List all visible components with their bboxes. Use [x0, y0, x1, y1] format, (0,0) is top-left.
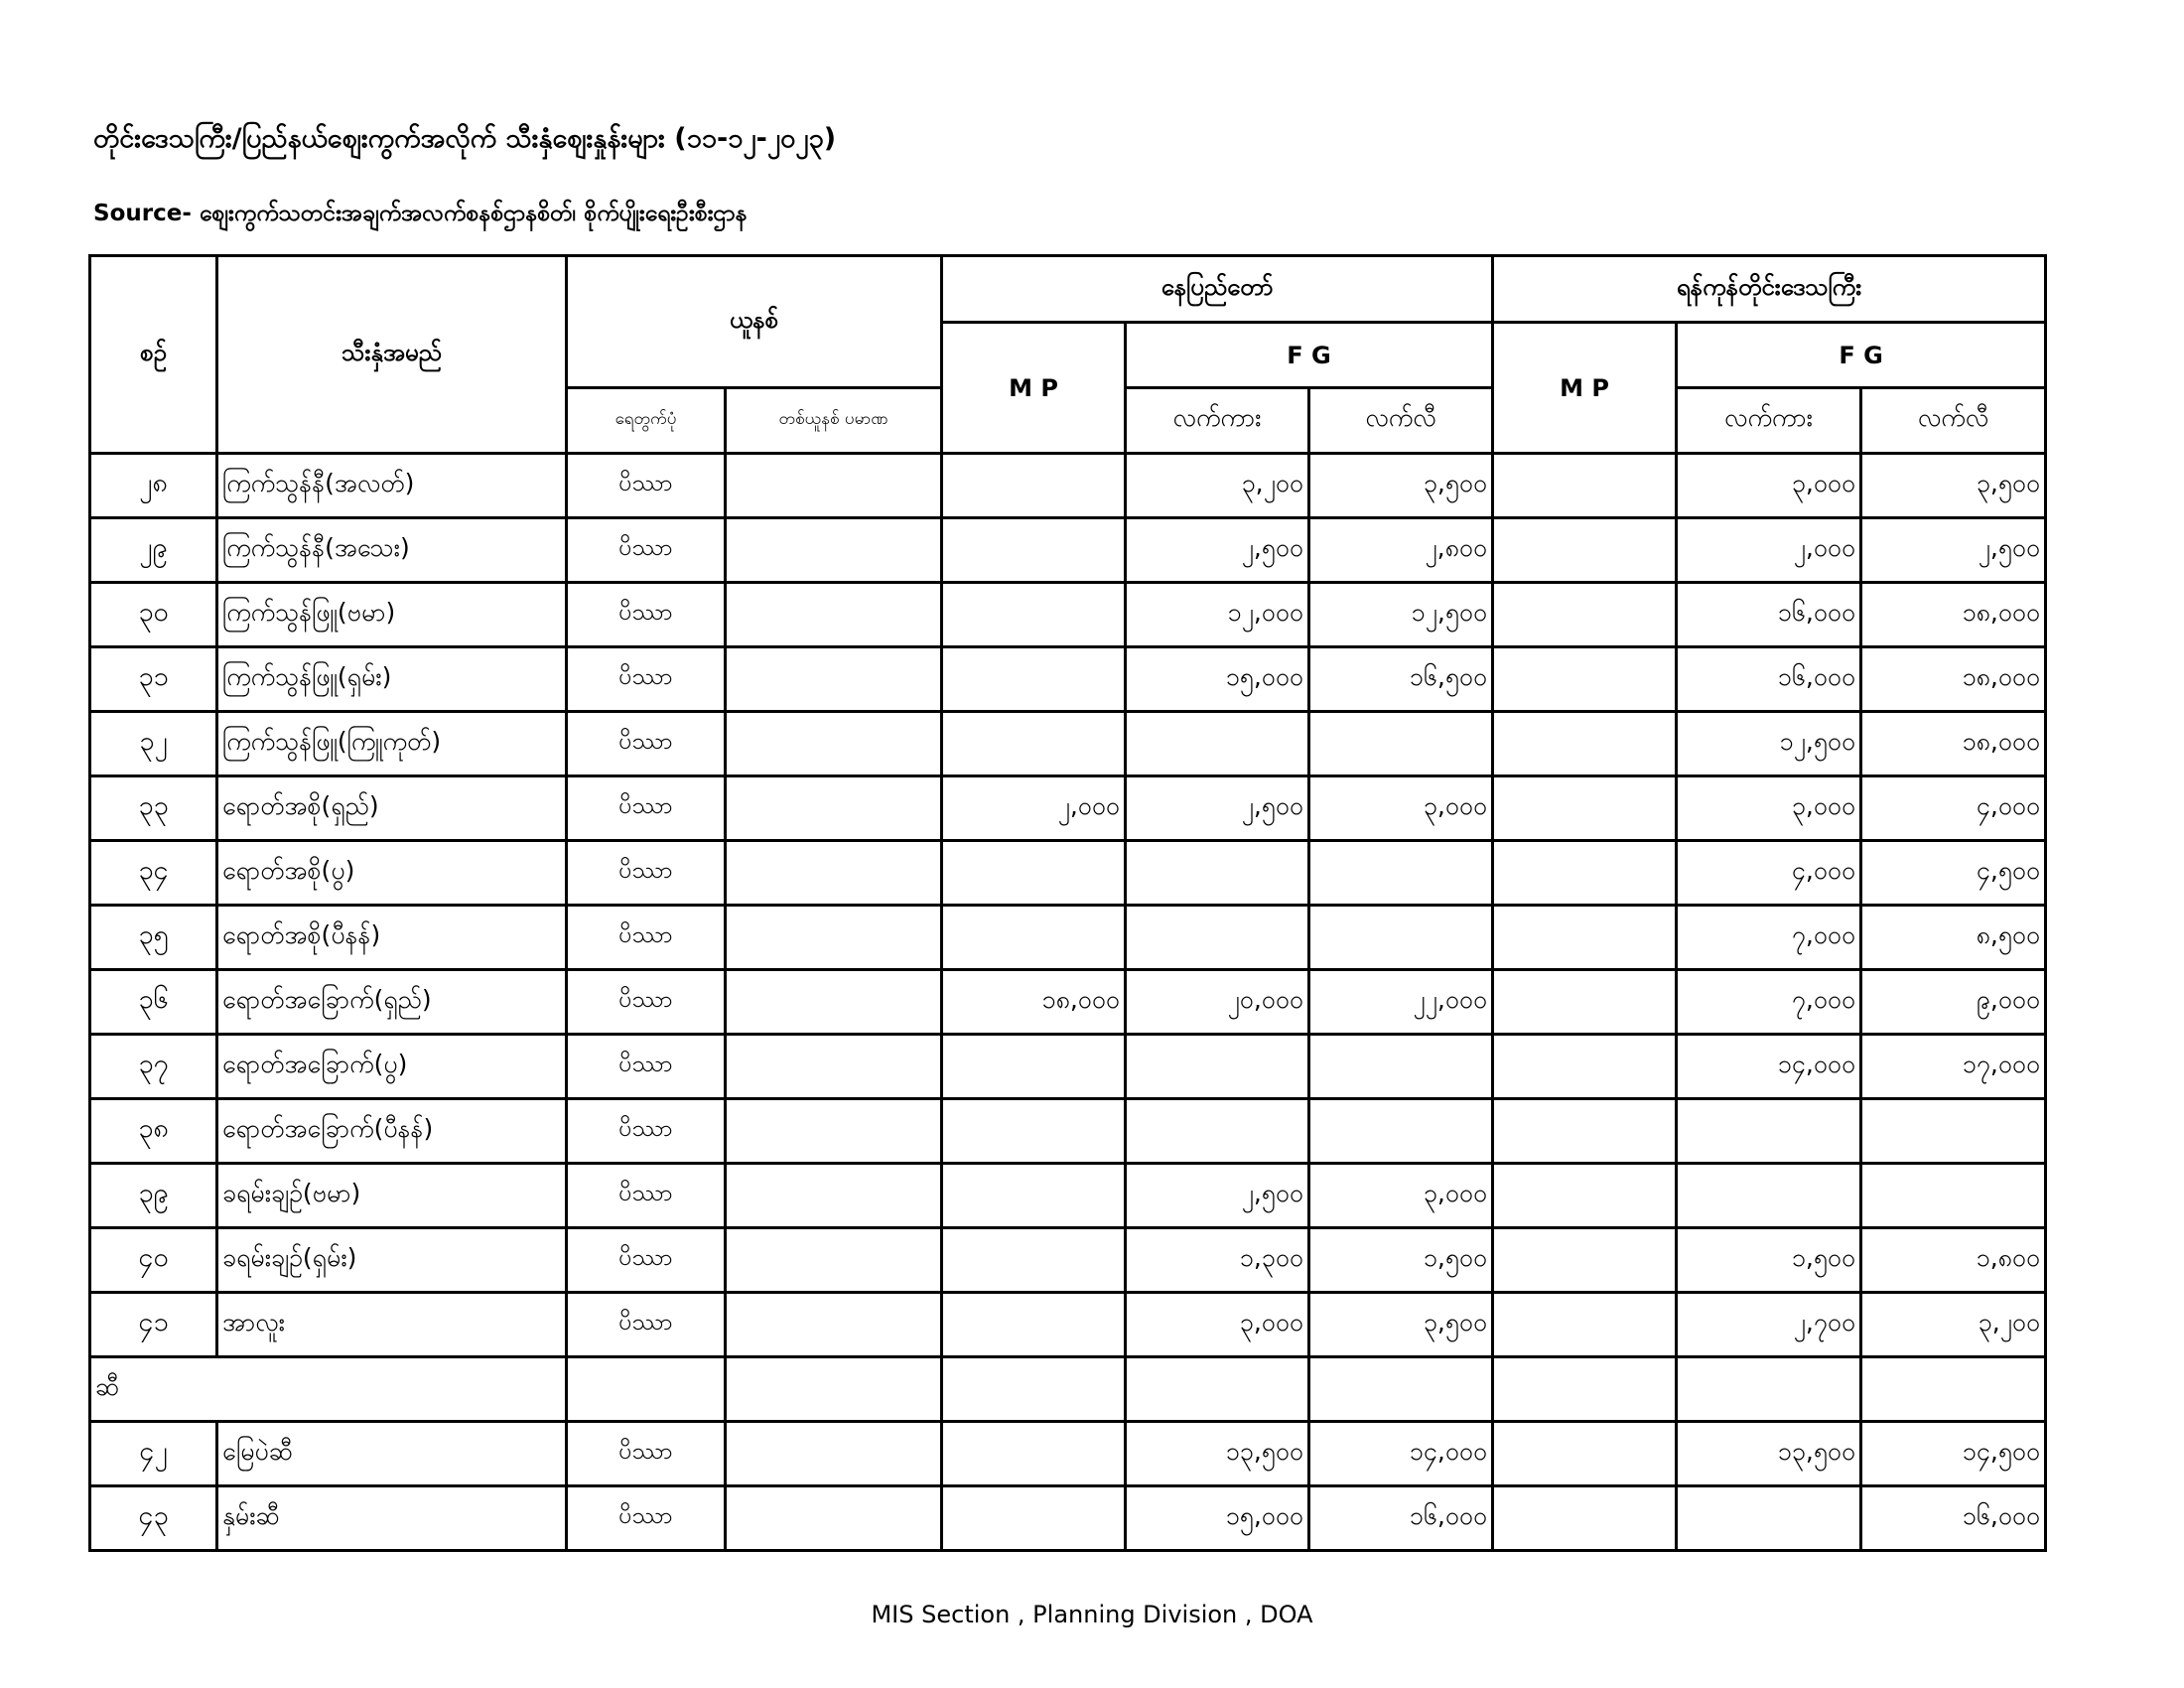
unit-qty-cell [726, 1228, 942, 1293]
header-npt-fg: F G [1126, 323, 1493, 388]
table-row [90, 518, 2046, 583]
ygn-wholesale-cell [1677, 1164, 1861, 1228]
unit-cell: ပိဿာ [567, 1228, 726, 1293]
npt-retail-cell: ၂၂,၀၀၀ [1309, 970, 1493, 1035]
table-row [90, 970, 2046, 1035]
unit-cell: ပိဿာ [567, 776, 726, 841]
ygn-mp-cell [1493, 906, 1677, 970]
npt-wholesale-cell: ၃,၀၀၀ [1126, 1293, 1309, 1357]
table-row [90, 1099, 2046, 1164]
row-no-cell: ၄၁ [90, 1293, 217, 1357]
crop-name-cell: နှမ်းဆီ [217, 1486, 567, 1551]
npt-retail-cell [1309, 906, 1493, 970]
crop-name-cell: ခရမ်းချဉ်(ရှမ်း) [217, 1228, 567, 1293]
row-no-cell: ၃၆ [90, 970, 217, 1035]
npt-retail-cell [1309, 712, 1493, 776]
ygn-wholesale-cell: ၁၄,၀၀၀ [1677, 1035, 1861, 1099]
header-unit-qty: တစ်ယူနစ် ပမာဏ [726, 388, 942, 454]
ygn-retail-cell: ၁,၈၀၀ [1861, 1228, 2046, 1293]
row-no-cell: ၃၂ [90, 712, 217, 776]
npt-retail-cell: ၃,၅၀၀ [1309, 454, 1493, 518]
ygn-wholesale-cell: ၁၆,၀၀၀ [1677, 647, 1861, 712]
header-no: စဉ် [90, 256, 217, 454]
npt-wholesale-cell [1126, 906, 1309, 970]
ygn-retail-cell: ၁၈,၀၀၀ [1861, 712, 2046, 776]
npt-retail-cell: ၁,၅၀၀ [1309, 1228, 1493, 1293]
unit-qty-cell [726, 647, 942, 712]
unit-qty-cell [726, 1293, 942, 1357]
header-npt-retail: လက်လီ [1309, 388, 1493, 454]
footer: MIS Section , Planning Division , DOA [871, 1601, 1313, 1628]
ygn-mp-cell [1493, 454, 1677, 518]
price-table [88, 254, 2047, 1552]
unit-qty-cell [726, 776, 942, 841]
unit-qty-cell [726, 518, 942, 583]
unit-cell: ပိဿာ [567, 518, 726, 583]
unit-cell: ပိဿာ [567, 647, 726, 712]
unit-qty-cell [726, 454, 942, 518]
header-ygn-wholesale: လက်ကား [1677, 388, 1861, 454]
npt-wholesale-cell: ၂,၅၀၀ [1126, 518, 1309, 583]
npt-retail-cell: ၃,၀၀၀ [1309, 1164, 1493, 1228]
npt-mp-cell [942, 906, 1126, 970]
row-no-cell: ၄၂ [90, 1422, 217, 1486]
npt-wholesale-cell: ၂,၅၀၀ [1126, 776, 1309, 841]
npt-mp-cell [942, 1035, 1126, 1099]
unit-cell: ပိဿာ [567, 712, 726, 776]
ygn-retail-cell: ၁၈,၀၀၀ [1861, 647, 2046, 712]
row-no-cell: ၃၇ [90, 1035, 217, 1099]
row-no-cell: ၄၃ [90, 1486, 217, 1551]
npt-wholesale-cell: ၂၀,၀၀၀ [1126, 970, 1309, 1035]
ygn-wholesale-cell: ၁၂,၅၀၀ [1677, 712, 1861, 776]
ygn-wholesale-cell: ၇,၀၀၀ [1677, 906, 1861, 970]
empty-cell [1126, 1357, 1309, 1422]
npt-mp-cell [942, 1228, 1126, 1293]
table-row [90, 906, 2046, 970]
page-title: တိုင်းဒေသကြီး/ပြည်နယ်စျေးကွက်အလိုက် သီးနှံစျေးနှုန်းများ (၁၁-၁၂-၂၀၂၃) [93, 123, 837, 154]
ygn-mp-cell [1493, 970, 1677, 1035]
row-no-cell: ၃၃ [90, 776, 217, 841]
crop-name-cell: ရောတ်အခြောက်(ပီနန်) [217, 1099, 567, 1164]
npt-wholesale-cell [1126, 841, 1309, 906]
group-row [90, 1357, 2046, 1422]
table-row [90, 647, 2046, 712]
ygn-mp-cell [1493, 1164, 1677, 1228]
crop-name-cell: ခရမ်းချဉ်(ဗမာ) [217, 1164, 567, 1228]
header-ygn-retail: လက်လီ [1861, 388, 2046, 454]
header-npt-wholesale: လက်ကား [1126, 388, 1309, 454]
npt-mp-cell [942, 1293, 1126, 1357]
table-row [90, 841, 2046, 906]
npt-mp-cell [942, 454, 1126, 518]
unit-cell: ပိဿာ [567, 454, 726, 518]
npt-retail-cell: ၁၄,၀၀၀ [1309, 1422, 1493, 1486]
ygn-mp-cell [1493, 1099, 1677, 1164]
unit-qty-cell [726, 1486, 942, 1551]
npt-mp-cell [942, 712, 1126, 776]
unit-qty-cell [726, 1164, 942, 1228]
crop-name-cell: ရောတ်အစို(ပွ) [217, 841, 567, 906]
npt-retail-cell [1309, 1035, 1493, 1099]
crop-name-cell: အာလူး [217, 1293, 567, 1357]
ygn-retail-cell: ၁၇,၀၀၀ [1861, 1035, 2046, 1099]
header-unit: ယူနစ် [567, 256, 942, 388]
table-row [90, 1228, 2046, 1293]
npt-mp-cell: ၁၈,၀၀၀ [942, 970, 1126, 1035]
unit-cell: ပိဿာ [567, 970, 726, 1035]
ygn-mp-cell [1493, 841, 1677, 906]
ygn-wholesale-cell: ၃,၀၀၀ [1677, 454, 1861, 518]
npt-mp-cell [942, 841, 1126, 906]
crop-name-cell: မြေပဲဆီ [217, 1422, 567, 1486]
ygn-mp-cell [1493, 1035, 1677, 1099]
ygn-retail-cell: ၁၈,၀၀၀ [1861, 583, 2046, 647]
ygn-retail-cell: ၁၆,၀၀၀ [1861, 1486, 2046, 1551]
npt-retail-cell: ၁၆,၅၀၀ [1309, 647, 1493, 712]
npt-wholesale-cell [1126, 1099, 1309, 1164]
crop-name-cell: ကြက်သွန်နီ(အလတ်) [217, 454, 567, 518]
unit-cell: ပိဿာ [567, 583, 726, 647]
ygn-mp-cell [1493, 1486, 1677, 1551]
npt-retail-cell: ၂,၈၀၀ [1309, 518, 1493, 583]
unit-qty-cell [726, 712, 942, 776]
ygn-wholesale-cell: ၂,၇၀၀ [1677, 1293, 1861, 1357]
npt-wholesale-cell [1126, 712, 1309, 776]
crop-name-cell: ရောတ်အခြောက်(ပွ) [217, 1035, 567, 1099]
npt-retail-cell: ၃,၀၀၀ [1309, 776, 1493, 841]
row-no-cell: ၃၄ [90, 841, 217, 906]
ygn-wholesale-cell: ၇,၀၀၀ [1677, 970, 1861, 1035]
npt-retail-cell: ၁၂,၅၀၀ [1309, 583, 1493, 647]
ygn-mp-cell [1493, 712, 1677, 776]
row-no-cell: ၃၅ [90, 906, 217, 970]
header-market-yangon: ရန်ကုန်တိုင်းဒေသကြီး [1493, 256, 2046, 323]
npt-wholesale-cell: ၁၃,၅၀၀ [1126, 1422, 1309, 1486]
table-row [90, 1486, 2046, 1551]
row-no-cell: ၃၈ [90, 1099, 217, 1164]
unit-qty-cell [726, 583, 942, 647]
crop-name-cell: ကြက်သွန်ဖြူ(ကြူကုတ်) [217, 712, 567, 776]
unit-qty-cell [726, 906, 942, 970]
npt-wholesale-cell: ၁,၃၀၀ [1126, 1228, 1309, 1293]
unit-cell: ပိဿာ [567, 1293, 726, 1357]
table-row [90, 454, 2046, 518]
ygn-retail-cell: ၂,၅၀၀ [1861, 518, 2046, 583]
crop-name-cell: ကြက်သွန်ဖြူ(ရှမ်း) [217, 647, 567, 712]
row-no-cell: ၃၀ [90, 583, 217, 647]
unit-qty-cell [726, 841, 942, 906]
ygn-retail-cell: ၃,၅၀၀ [1861, 454, 2046, 518]
ygn-retail-cell: ၉,၀၀၀ [1861, 970, 2046, 1035]
npt-wholesale-cell: ၁၂,၀၀၀ [1126, 583, 1309, 647]
table-row [90, 1035, 2046, 1099]
row-no-cell: ၃၁ [90, 647, 217, 712]
ygn-mp-cell [1493, 583, 1677, 647]
header-npt-mp: M P [942, 323, 1126, 454]
empty-cell [567, 1357, 726, 1422]
unit-cell: ပိဿာ [567, 1422, 726, 1486]
npt-retail-cell [1309, 841, 1493, 906]
empty-cell [1861, 1357, 2046, 1422]
ygn-retail-cell: ၁၄,၅၀၀ [1861, 1422, 2046, 1486]
ygn-wholesale-cell: ၃,၀၀၀ [1677, 776, 1861, 841]
npt-mp-cell [942, 1422, 1126, 1486]
npt-mp-cell: ၂,၀၀၀ [942, 776, 1126, 841]
ygn-mp-cell [1493, 647, 1677, 712]
row-no-cell: ၂၉ [90, 518, 217, 583]
ygn-wholesale-cell: ၂,၀၀၀ [1677, 518, 1861, 583]
npt-wholesale-cell: ၁၅,၀၀၀ [1126, 1486, 1309, 1551]
npt-wholesale-cell: ၂,၅၀၀ [1126, 1164, 1309, 1228]
ygn-retail-cell [1861, 1099, 2046, 1164]
row-no-cell: ၃၉ [90, 1164, 217, 1228]
table-row [90, 776, 2046, 841]
ygn-retail-cell: ၃,၂၀၀ [1861, 1293, 2046, 1357]
npt-wholesale-cell [1126, 1035, 1309, 1099]
unit-cell: ပိဿာ [567, 1486, 726, 1551]
empty-cell [1677, 1357, 1861, 1422]
empty-cell [1493, 1357, 1677, 1422]
npt-mp-cell [942, 518, 1126, 583]
table-row [90, 1293, 2046, 1357]
table-row [90, 1422, 2046, 1486]
npt-mp-cell [942, 647, 1126, 712]
npt-mp-cell [942, 1164, 1126, 1228]
ygn-mp-cell [1493, 1422, 1677, 1486]
table-row [90, 712, 2046, 776]
ygn-mp-cell [1493, 776, 1677, 841]
empty-cell [726, 1357, 942, 1422]
unit-qty-cell [726, 1422, 942, 1486]
group-label: ဆီ [90, 1357, 567, 1422]
unit-cell: ပိဿာ [567, 1099, 726, 1164]
ygn-wholesale-cell: ၄,၀၀၀ [1677, 841, 1861, 906]
table-row [90, 583, 2046, 647]
ygn-retail-cell: ၄,၀၀၀ [1861, 776, 2046, 841]
source-line: Source- စျေးကွက်သတင်းအချက်အလက်စနစ်ဌာနစိတ်၊ စိုက်ပျိုးရေးဦးစီးဌာန [93, 201, 748, 226]
unit-cell: ပိဿာ [567, 1035, 726, 1099]
ygn-wholesale-cell [1677, 1486, 1861, 1551]
npt-mp-cell [942, 583, 1126, 647]
empty-cell [942, 1357, 1126, 1422]
ygn-wholesale-cell: ၁,၅၀၀ [1677, 1228, 1861, 1293]
unit-qty-cell [726, 1099, 942, 1164]
table-row [90, 1164, 2046, 1228]
crop-name-cell: ကြက်သွန်နီ(အသေး) [217, 518, 567, 583]
ygn-wholesale-cell: ၁၃,၅၀၀ [1677, 1422, 1861, 1486]
unit-qty-cell [726, 970, 942, 1035]
empty-cell [1309, 1357, 1493, 1422]
header-unit-count: ရေတွက်ပုံ [567, 388, 726, 454]
crop-name-cell: ရောတ်အစို(ရှည်) [217, 776, 567, 841]
npt-retail-cell: ၁၆,၀၀၀ [1309, 1486, 1493, 1551]
unit-cell: ပိဿာ [567, 906, 726, 970]
crop-name-cell: ရောတ်အခြောက်(ရှည်) [217, 970, 567, 1035]
unit-cell: ပိဿာ [567, 1164, 726, 1228]
npt-retail-cell [1309, 1099, 1493, 1164]
unit-qty-cell [726, 1035, 942, 1099]
header-crop-name: သီးနှံအမည် [217, 256, 567, 454]
row-no-cell: ၄၀ [90, 1228, 217, 1293]
ygn-mp-cell [1493, 1228, 1677, 1293]
ygn-wholesale-cell [1677, 1099, 1861, 1164]
npt-retail-cell: ၃,၅၀၀ [1309, 1293, 1493, 1357]
ygn-mp-cell [1493, 1293, 1677, 1357]
header-ygn-fg: F G [1677, 323, 2046, 388]
ygn-retail-cell: ၈,၅၀၀ [1861, 906, 2046, 970]
row-no-cell: ၂၈ [90, 454, 217, 518]
ygn-wholesale-cell: ၁၆,၀၀၀ [1677, 583, 1861, 647]
npt-wholesale-cell: ၃,၂၀၀ [1126, 454, 1309, 518]
ygn-retail-cell: ၄,၅၀၀ [1861, 841, 2046, 906]
header-market-naypyitaw: နေပြည်တော် [942, 256, 1493, 323]
crop-name-cell: ရောတ်အစို(ပီနန်) [217, 906, 567, 970]
ygn-mp-cell [1493, 518, 1677, 583]
npt-mp-cell [942, 1486, 1126, 1551]
crop-name-cell: ကြက်သွန်ဖြူ(ဗမာ) [217, 583, 567, 647]
unit-cell: ပိဿာ [567, 841, 726, 906]
header-ygn-mp: M P [1493, 323, 1677, 454]
table-body [90, 454, 2046, 1551]
npt-mp-cell [942, 1099, 1126, 1164]
ygn-retail-cell [1861, 1164, 2046, 1228]
npt-wholesale-cell: ၁၅,၀၀၀ [1126, 647, 1309, 712]
